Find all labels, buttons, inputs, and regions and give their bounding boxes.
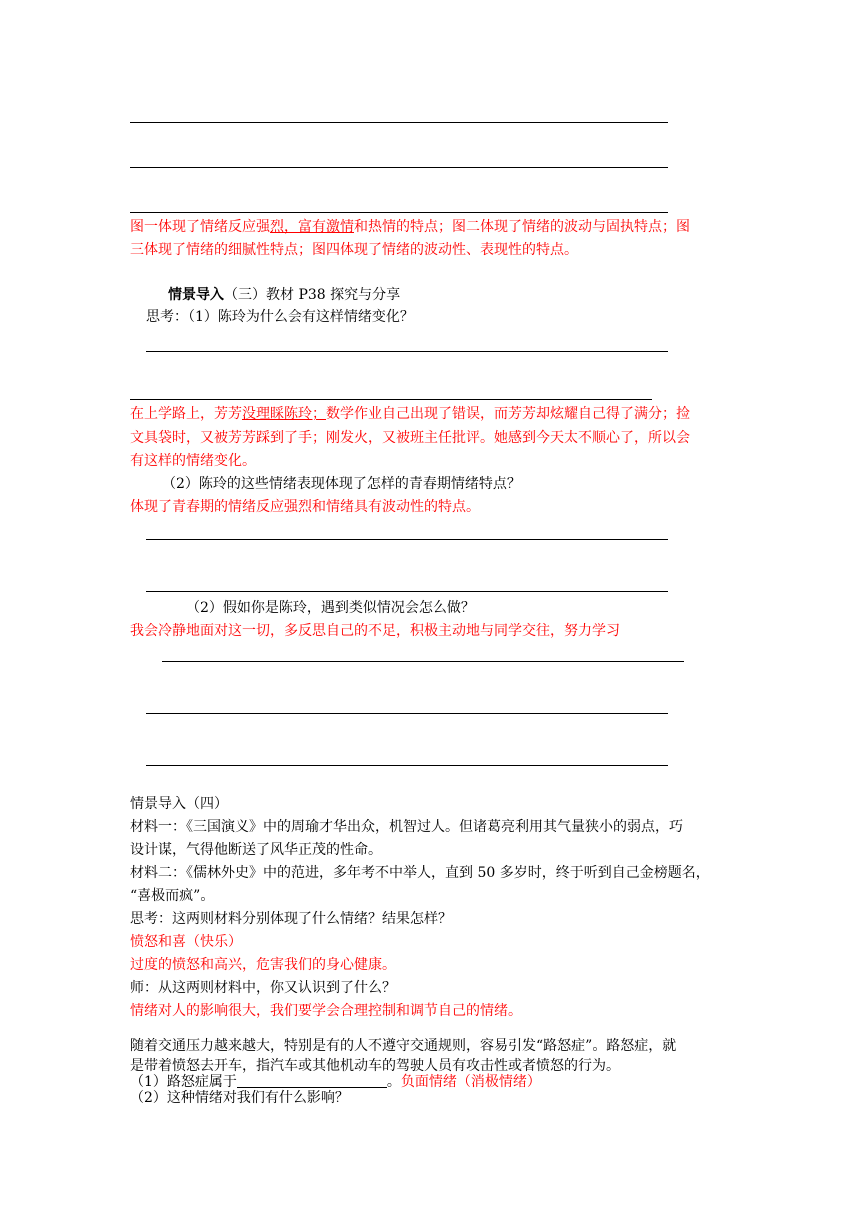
answer-line <box>162 661 684 662</box>
question-road-rage-effect: （2）这种情绪对我们有什么影响？ <box>130 1090 349 1106</box>
fill-blank[interactable] <box>237 1073 387 1088</box>
teacher-question: 师：从这两则材料中，你又认识到了什么？ <box>130 980 396 996</box>
material-1-line1: 材料一：《三国演义》中的周瑜才华出众，机智过人。但诸葛亮利用其气量狭小的弱点，巧 <box>130 819 683 835</box>
answer-line <box>146 713 668 714</box>
answer-line <box>146 539 668 540</box>
answer-text: 图一体现了情绪反应强 <box>130 219 270 235</box>
paragraph-line2: 是带着愤怒去开车，指汽车或其他机动车的驾驶人员有攻击性或者愤怒的行为。 <box>130 1058 620 1074</box>
answer-line <box>130 212 668 213</box>
answer-1-line3: 有这样的情绪变化。 <box>130 453 256 469</box>
question-2: （2）陈玲的这些情绪表现体现了怎样的青春期情绪特点？ <box>162 476 521 492</box>
answer-text: 和热情的特点；图二体现了情绪的波动与固执特点；图 <box>354 219 690 235</box>
question-prefix: （1）路怒症属于 <box>130 1074 237 1090</box>
answer-text: 数学作业自己出现了错误，而芳芳却炫耀自己得了满分；捡 <box>326 406 690 422</box>
heading-rest: （三）教材 P38 探究与分享 <box>224 287 401 303</box>
think-answer-2: 过度的愤怒和高兴，危害我们的身心健康。 <box>130 957 396 973</box>
material-2-line2: “喜极而疯”。 <box>130 888 215 904</box>
material-2-line1: 材料二：《儒林外史》中的范进，多年考不中举人，直到 50 多岁时，终于听到自己金榜题名， <box>130 865 710 881</box>
think-answer-1: 愤怒和喜（快乐） <box>130 934 242 950</box>
fill-answer: 负面情绪（消极情绪） <box>400 1074 541 1090</box>
paragraph-line1: 随着交通压力越来越大，特别是有的人不遵守交通规则，容易引发“路怒症”。路怒症，就 <box>130 1038 677 1054</box>
section1-answer-line2: 三体现了情绪的细腻性特点；图四体现了情绪的波动性、表现性的特点。 <box>130 242 578 258</box>
answer-underlined-text: 没理睬陈玲； <box>242 406 326 422</box>
section1-answer-line1 <box>130 216 690 238</box>
answer-line <box>130 167 668 168</box>
section3-heading <box>168 284 400 306</box>
question-suffix: 。 <box>386 1074 401 1090</box>
answer-underlined-text: 烈，富有激情 <box>270 219 354 235</box>
answer-3: 我会冷静地面对这一切，多反思自己的不足，积极主动地与同学交往，努力学习 <box>130 623 620 639</box>
question-3: （2）假如你是陈玲，遇到类似情况会怎么做？ <box>186 600 475 616</box>
answer-text: 在上学路上，芳芳 <box>130 406 242 422</box>
heading-bold: 情景导入 <box>168 287 224 303</box>
answer-line <box>130 399 652 400</box>
answer-line <box>130 122 668 123</box>
answer-line <box>146 765 668 766</box>
answer-1-line2: 文具袋时，又被芳芳踩到了手；刚发火，又被班主任批评。她感到今天太不顺心了，所以会 <box>130 430 690 446</box>
answer-1-line1 <box>130 403 690 425</box>
section4-heading: 情景导入（四） <box>130 796 228 812</box>
think-question: 思考：这两则材料分别体现了什么情绪？结果怎样？ <box>130 911 452 927</box>
answer-2: 体现了青春期的情绪反应强烈和情绪具有波动性的特点。 <box>130 499 480 515</box>
teacher-answer: 情绪对人的影响很大，我们要学会合理控制和调节自己的情绪。 <box>130 1003 522 1019</box>
question-1: 思考：（1）陈玲为什么会有这样情绪变化？ <box>146 309 414 325</box>
answer-line <box>146 591 668 592</box>
answer-line <box>146 351 668 352</box>
material-1-line2: 设计谋，气得他断送了风华正茂的性命。 <box>130 842 382 858</box>
